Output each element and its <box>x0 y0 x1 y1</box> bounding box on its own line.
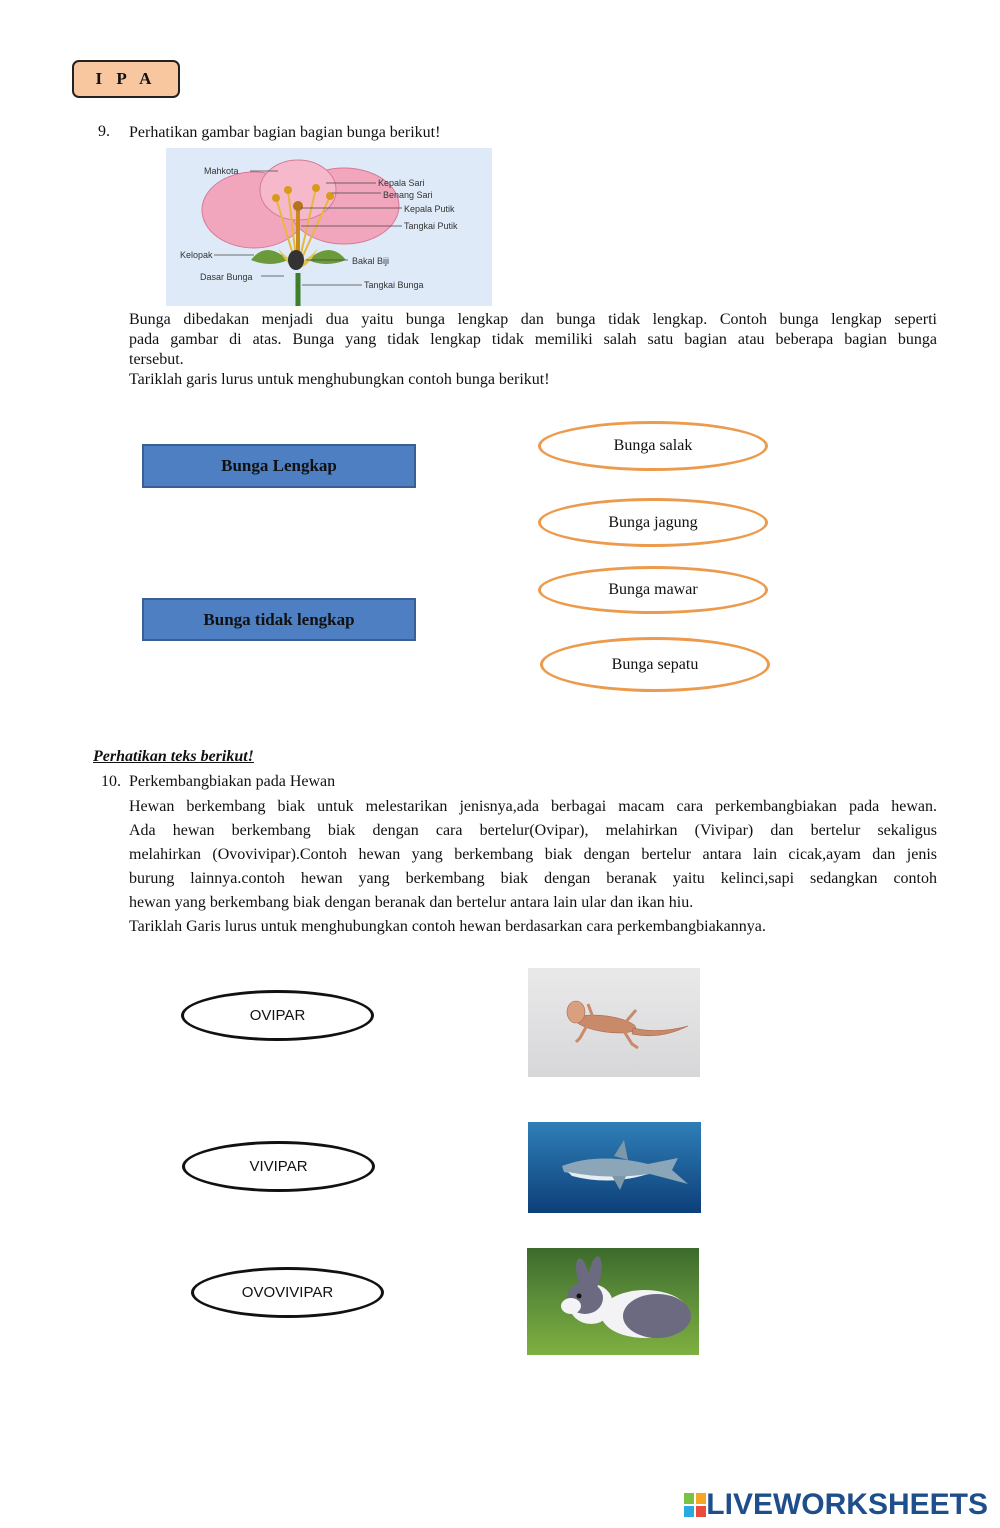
rabbit-photo[interactable] <box>527 1248 699 1355</box>
option-bunga-sepatu[interactable]: Bunga sepatu <box>540 637 770 692</box>
question-10-number: 10. <box>101 773 121 790</box>
shark-photo[interactable] <box>528 1122 701 1213</box>
label-kelopak: Kelopak <box>180 250 213 260</box>
category-bunga-tidak-lengkap[interactable]: Bunga tidak lengkap <box>142 598 416 641</box>
q10-line-1: Hewan berkembang biak untuk melestarikan jenisnya,ada berbagai macam cara perkembangbiakan pada hewan. <box>129 798 937 815</box>
label-bakal-biji: Bakal Biji <box>352 256 390 266</box>
q10-line-2: Ada hewan berkembang biak dengan cara bertelur(Ovipar), melahirkan (Vivipar) dan bertelur sekaligus <box>129 822 937 839</box>
label-benang-sari: Benang Sari <box>383 190 433 200</box>
question-10-title: Perkembangbiakan pada Hewan <box>129 773 336 790</box>
q10-line-4: burung lainnya.contoh hewan yang berkembang biak dengan beranak yaitu kelinci,sapi sedangkan contoh <box>129 870 937 887</box>
subject-tag: I P A <box>72 60 180 98</box>
type-ovipar[interactable]: OVIPAR <box>181 990 374 1041</box>
option-bunga-jagung[interactable]: Bunga jagung <box>538 498 768 547</box>
q9-paragraph-line-1: Bunga dibedakan menjadi dua yaitu bunga lengkap dan bunga tidak lengkap. Contoh bunga lengkap seperti <box>129 311 937 328</box>
type-ovovivipar[interactable]: OVOVIVIPAR <box>191 1267 384 1318</box>
flower-diagram <box>166 148 492 306</box>
label-dasar-bunga: Dasar Bunga <box>200 272 253 282</box>
q9-instruction: Tariklah garis lurus untuk menghubungkan contoh bunga berikut! <box>129 371 550 388</box>
label-tangkai-bunga: Tangkai Bunga <box>364 280 424 290</box>
q10-instruction: Tariklah Garis lurus untuk menghubungkan contoh hewan berdasarkan cara perkembangbiakannya. <box>129 918 766 935</box>
category-bunga-lengkap[interactable]: Bunga Lengkap <box>142 444 416 488</box>
q10-line-5: hewan yang berkembang biak dengan beranak dan bertelur antara lain ular dan ikan hiu. <box>129 894 694 911</box>
q9-paragraph-line-3: tersebut. <box>129 351 184 368</box>
type-vivipar[interactable]: VIVIPAR <box>182 1141 375 1192</box>
q10-line-3: melahirkan (Ovovivipar).Contoh hewan yang berkembang biak dengan bertelur antara lain cicak,ayam dan jenis <box>129 846 937 863</box>
label-mahkota: Mahkota <box>204 166 239 176</box>
gecko-photo[interactable] <box>528 968 700 1077</box>
label-tangkai-putik: Tangkai Putik <box>404 221 458 231</box>
q9-paragraph-line-2: pada gambar di atas. Bunga yang tidak lengkap tidak memiliki salah satu bagian atau beberapa bagian bunga <box>129 331 937 348</box>
liveworksheets-icon <box>684 1493 706 1517</box>
option-bunga-mawar[interactable]: Bunga mawar <box>538 566 768 614</box>
option-bunga-salak[interactable]: Bunga salak <box>538 421 768 471</box>
label-kepala-sari: Kepala Sari <box>378 178 425 188</box>
logo-text: LIVEWORKSHEETS <box>706 1488 988 1521</box>
section-heading: Perhatikan teks berikut! <box>93 748 254 765</box>
question-9-prompt: Perhatikan gambar bagian bagian bunga berikut! <box>129 124 441 141</box>
liveworksheets-logo[interactable] <box>684 1488 988 1522</box>
label-kepala-putik: Kepala Putik <box>404 204 455 214</box>
question-9-number: 9. <box>98 123 110 140</box>
